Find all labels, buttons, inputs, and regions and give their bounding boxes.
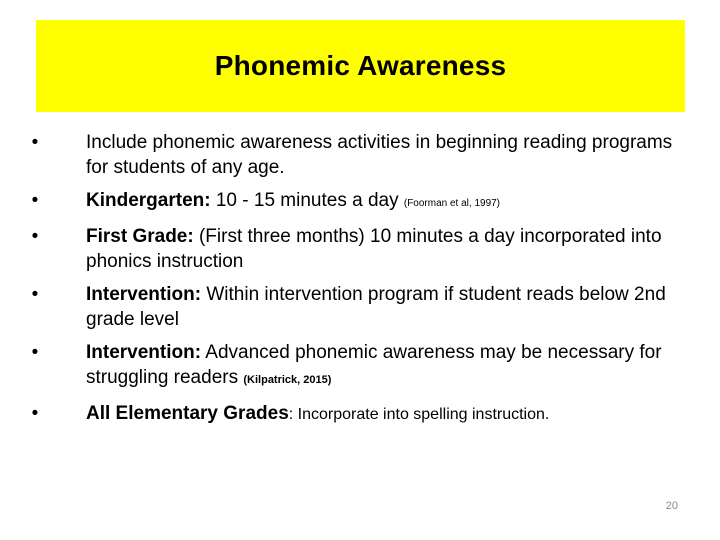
- bullet-dot-icon: •: [31, 284, 39, 305]
- title-banner: [36, 20, 685, 112]
- citation: (Foorman et al, 1997): [403, 198, 501, 209]
- bullet-label: All Elementary Grades: [86, 403, 289, 424]
- bullet-text: (First three months) 10 minutes a day incorporated into phonics instruction: [86, 226, 662, 272]
- bullet-list: [28, 130, 688, 435]
- bullet-dot-icon: •: [31, 342, 39, 363]
- citation: (Kilpatrick, 2015): [243, 374, 332, 386]
- bullet-dot-icon: •: [31, 403, 39, 424]
- bullet-label: First Grade:: [86, 226, 194, 247]
- bullet-text: Include phonemic awareness activities in beginning reading programs for students of any age.: [86, 132, 673, 178]
- bullet-label: Kindergarten:: [86, 190, 211, 211]
- bullet-dot-icon: •: [31, 190, 39, 211]
- bullet-text: Advanced phonemic awareness may be necessary for struggling readers: [86, 342, 662, 388]
- bullet-item: [28, 224, 688, 274]
- bullet-dot-icon: •: [31, 132, 39, 153]
- bullet-text: 10 - 15 minutes a day: [210, 190, 404, 211]
- bullet-label: Intervention:: [86, 284, 202, 305]
- bullet-text: Within intervention program if student reads below 2nd grade level: [86, 284, 666, 330]
- bullet-item: [28, 130, 688, 180]
- bullet-item: [28, 340, 688, 393]
- bullet-item: [28, 282, 688, 332]
- bullet-item: [28, 401, 688, 427]
- page-number: 20: [665, 500, 678, 512]
- slide-title: Phonemic Awareness: [214, 50, 507, 81]
- bullet-dot-icon: •: [31, 226, 39, 247]
- bullet-text: : Incorporate into spelling instruction.: [288, 406, 550, 423]
- bullet-item: [28, 188, 688, 216]
- bullet-label: Intervention:: [86, 342, 202, 363]
